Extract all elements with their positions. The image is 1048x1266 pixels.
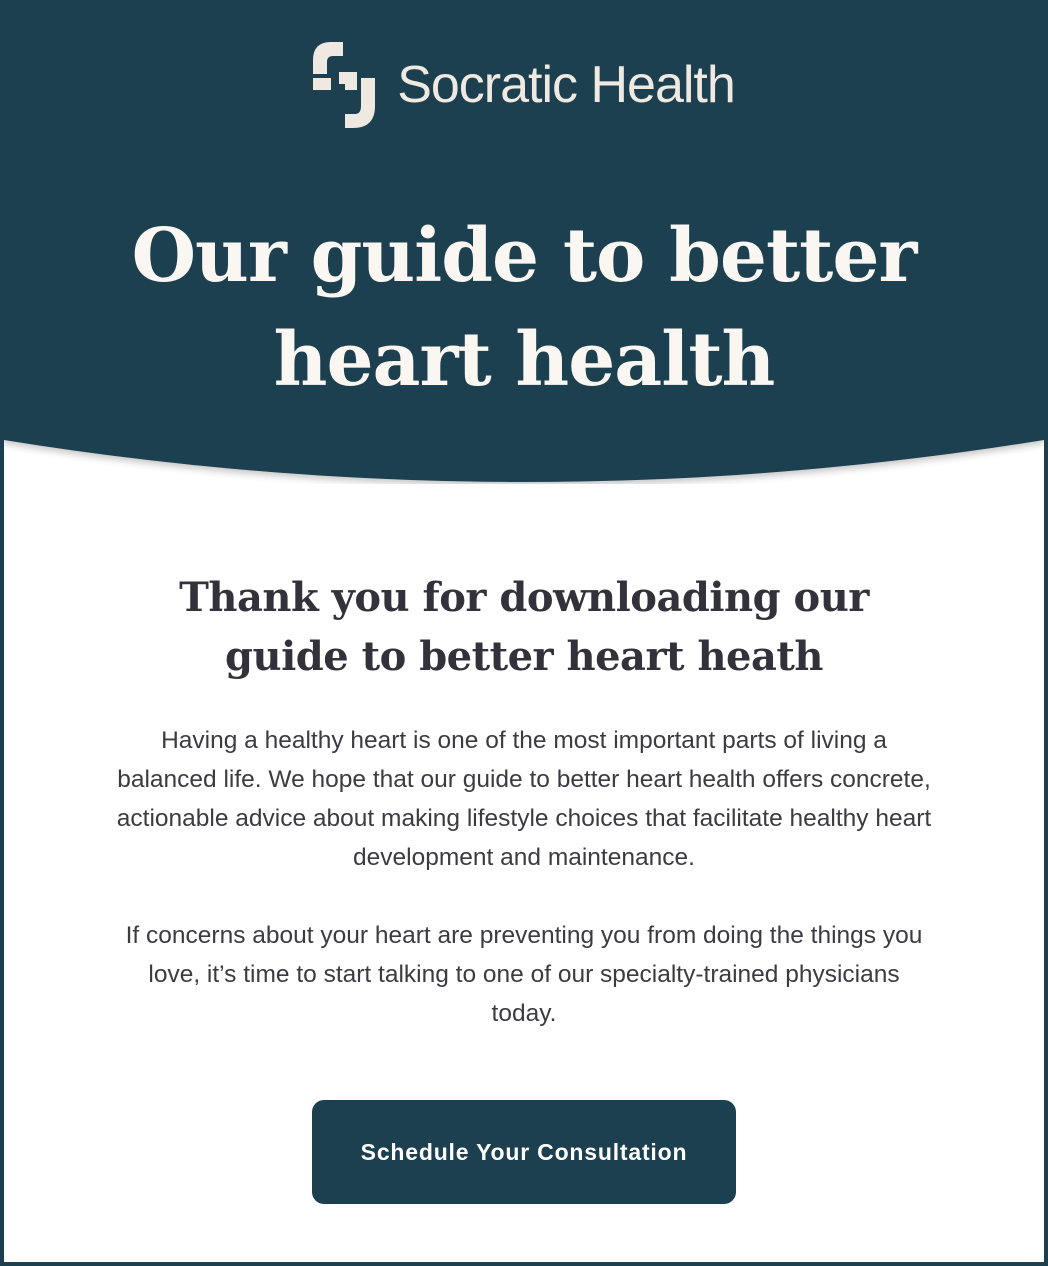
hero-title: Our guide to better heart health xyxy=(131,213,917,403)
main-content xyxy=(4,568,1044,1204)
thank-you-heading: Thank you for downloading our guide to better heart heath xyxy=(179,574,869,680)
email-frame xyxy=(4,4,1044,1262)
concerns-paragraph: If concerns about your heart are preventing you from doing the things you love, it’s time to start talking to one of our specialty-trained physicians today. xyxy=(125,922,923,1027)
brand-header xyxy=(4,42,1044,128)
intro-paragraph: Having a healthy heart is one of the most important parts of living a balanced life. We hope that our guide to better heart health offers concrete, actionable advice about making lifestyle choices that facilitate healthy heart development and maintenance. xyxy=(116,727,932,871)
socratic-health-logo-icon xyxy=(313,42,375,128)
schedule-consultation-button[interactable]: Schedule Your Consultation xyxy=(312,1100,736,1204)
hero-banner xyxy=(4,4,1044,484)
brand-name: Socratic Health xyxy=(397,56,735,114)
